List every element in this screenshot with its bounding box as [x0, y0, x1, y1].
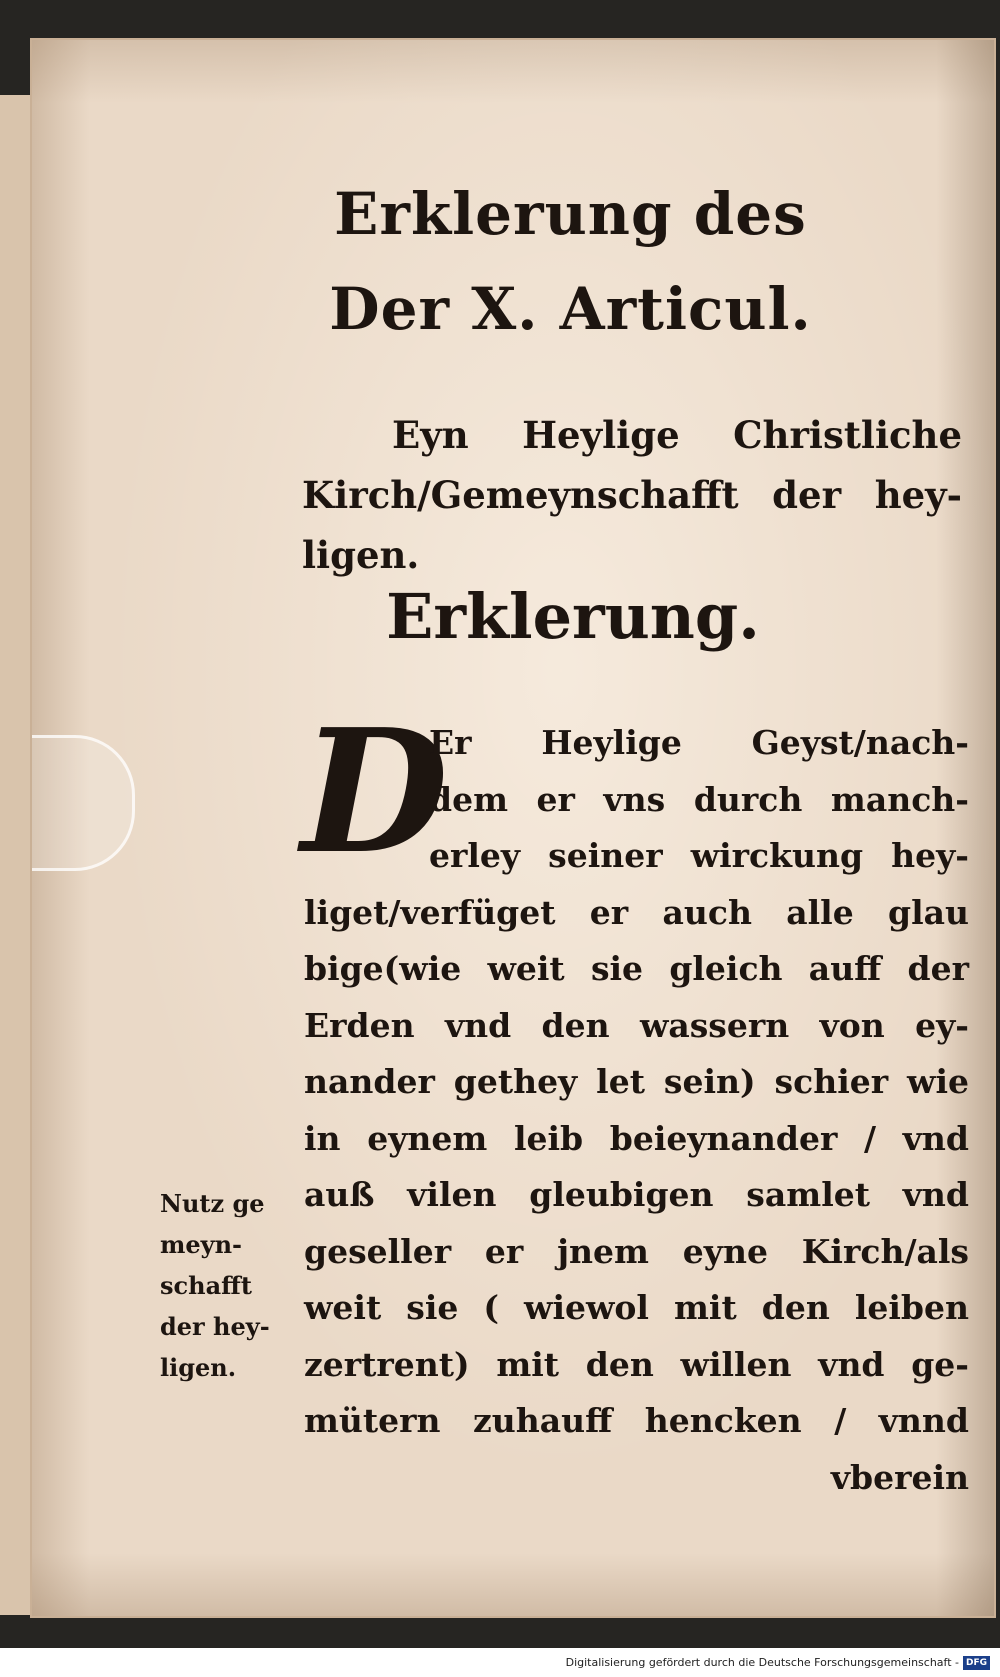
margin-note-line: schafft	[160, 1271, 252, 1300]
footer-text: Digitalisierung gefördert durch die Deutsche Forschungsgemeinschaft -	[565, 1656, 959, 1669]
margin-note-line: der hey-	[160, 1312, 270, 1341]
body-line: zertrent) mit den willen vnd ge-	[304, 1344, 969, 1384]
title-line-1: Erklerung des	[334, 180, 807, 248]
body-line: erley seiner wirckung hey-	[429, 836, 969, 875]
body-line: auß vilen gleubigen samlet vnd	[304, 1175, 969, 1214]
catchword: vberein	[830, 1457, 969, 1497]
margin-note	[160, 1183, 290, 1388]
section-title: Erklerung.	[386, 580, 760, 653]
body-line: in eynem leib beieynander / vnd	[304, 1118, 969, 1158]
margin-note-line: ligen.	[160, 1353, 237, 1382]
body-line: weit sie ( wiewol mit den leiben	[304, 1288, 969, 1327]
margin-note-line: meyn-	[160, 1230, 243, 1259]
dfg-logo: DFG	[963, 1656, 990, 1670]
book-page	[30, 38, 996, 1618]
body-line: nander gethey let sein) schier wie	[304, 1062, 969, 1101]
body-line: liget/verfüget er auch alle glau	[304, 892, 969, 932]
heading-line: ligen.	[302, 533, 420, 577]
title-line-2: Der X. Articul.	[329, 275, 812, 343]
article-heading	[302, 405, 962, 585]
heading-line: Kirch/Gemeynschafft der hey-	[302, 473, 962, 517]
footer-bar	[0, 1648, 1000, 1677]
body-line: geseller er jnem eyne Kirch/als	[304, 1231, 969, 1271]
body-line: bige(wie weit sie gleich auff der	[304, 949, 969, 988]
body-line: Er Heylige Geyst/nach-	[429, 723, 969, 762]
body-line: dem er vns durch manch-	[429, 779, 969, 819]
body-line: mütern zuhauff hencken / vnnd	[304, 1401, 969, 1440]
body-text	[301, 692, 969, 1506]
dropcap-initial: D	[301, 692, 449, 892]
body-line: Erden vnd den wassern von ey-	[304, 1005, 969, 1045]
heading-line: Eyn Heylige Christliche	[392, 413, 962, 457]
page-clip	[32, 735, 135, 871]
margin-note-line: Nutz ge	[160, 1189, 265, 1218]
